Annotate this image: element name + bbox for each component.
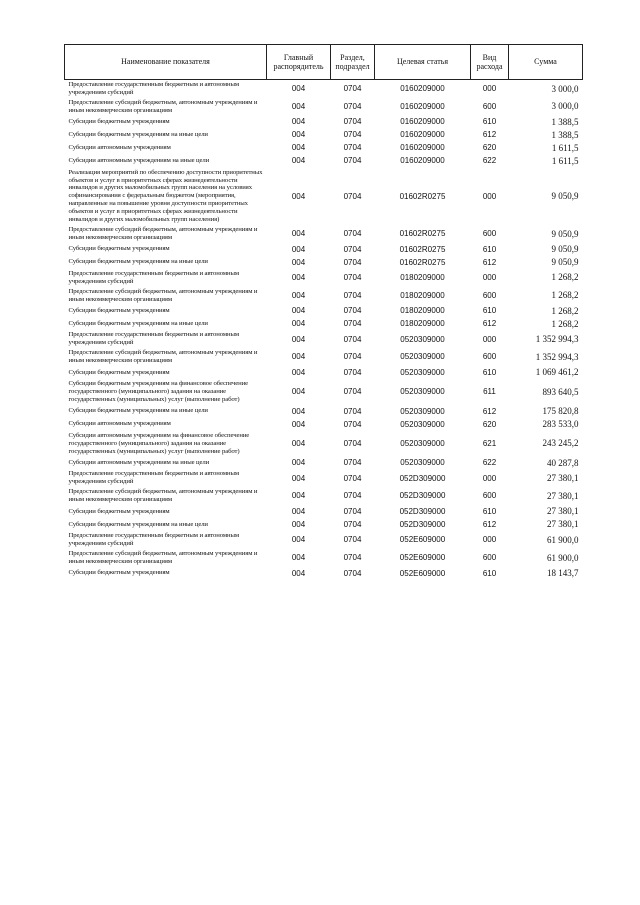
row-chief-administrator: 004 bbox=[291, 117, 306, 127]
table-row bbox=[65, 317, 583, 330]
row-name: Субсидии бюджетным учреждениям bbox=[68, 569, 170, 577]
row-section: 0704 bbox=[343, 143, 362, 153]
row-chief-administrator: 004 bbox=[291, 473, 306, 483]
row-name: Предоставление субсидий бюджетным, автономным учреждениям и иным некоммерческим организациям bbox=[68, 349, 258, 365]
row-expense-type: 600 bbox=[482, 553, 497, 563]
row-sum: 1 268,2 bbox=[551, 318, 579, 329]
row-chief-administrator: 004 bbox=[291, 352, 306, 362]
row-expense-type: 612 bbox=[482, 519, 497, 529]
row-chief-administrator: 004 bbox=[291, 506, 306, 516]
row-expense-type: 612 bbox=[482, 257, 497, 267]
row-name: Субсидии бюджетным учреждениям bbox=[68, 306, 170, 314]
row-section: 0704 bbox=[343, 352, 362, 362]
table-row bbox=[65, 269, 583, 287]
row-section: 0704 bbox=[343, 519, 362, 529]
row-name: Предоставление государственным бюджетным и автономным учреждениям субсидий bbox=[68, 470, 239, 486]
row-target-article: 0180209000 bbox=[400, 319, 445, 329]
row-sum: 27 380,1 bbox=[547, 506, 579, 517]
table-header bbox=[65, 45, 583, 80]
row-expense-type: 610 bbox=[482, 117, 497, 127]
row-name: Предоставление государственным бюджетным и автономным учреждениям субсидий bbox=[68, 532, 239, 547]
row-sum: 27 380,1 bbox=[547, 490, 579, 501]
row-target-article: 052D309000 bbox=[399, 519, 446, 529]
row-target-article: 052D309000 bbox=[399, 473, 446, 483]
row-target-article: 01602R0275 bbox=[399, 244, 446, 254]
table-body bbox=[65, 80, 583, 580]
row-section: 0704 bbox=[343, 506, 362, 516]
row-section: 0704 bbox=[343, 553, 362, 563]
row-section: 0704 bbox=[343, 367, 362, 377]
row-sum: 3 000,0 bbox=[551, 101, 579, 112]
row-section: 0704 bbox=[343, 458, 362, 468]
table-row bbox=[65, 330, 583, 348]
table-row bbox=[65, 168, 583, 225]
row-chief-administrator: 004 bbox=[291, 419, 306, 429]
row-section: 0704 bbox=[343, 419, 362, 429]
row-name: Предоставление субсидий бюджетным, автономным учреждениям и иным некоммерческим организациям bbox=[68, 488, 258, 504]
row-name: Субсидии бюджетным учреждениям bbox=[68, 507, 170, 515]
row-name: Предоставление субсидий бюджетным, автономным учреждениям и иным некоммерческим организациям bbox=[68, 98, 258, 114]
budget-table bbox=[64, 44, 583, 580]
row-sum: 1 388,5 bbox=[551, 116, 579, 127]
table-row bbox=[65, 348, 583, 366]
row-name: Субсидии бюджетным учреждениям bbox=[68, 368, 170, 376]
row-chief-administrator: 004 bbox=[291, 244, 306, 254]
row-chief-administrator: 004 bbox=[291, 535, 306, 545]
row-sum: 893 640,5 bbox=[542, 386, 579, 397]
table-row bbox=[65, 256, 583, 269]
row-expense-type: 612 bbox=[482, 406, 497, 416]
row-target-article: 0160209000 bbox=[400, 143, 445, 153]
header-name: Наименование показателя bbox=[65, 45, 267, 80]
row-target-article: 052E609000 bbox=[399, 553, 446, 563]
row-sum: 1 268,2 bbox=[551, 290, 579, 301]
table-row bbox=[65, 142, 583, 155]
row-expense-type: 620 bbox=[482, 143, 497, 153]
row-section: 0704 bbox=[343, 272, 362, 282]
row-expense-type: 600 bbox=[482, 352, 497, 362]
row-sum: 1 611,5 bbox=[551, 142, 579, 153]
header-sum: Сумма bbox=[509, 45, 583, 80]
row-section: 0704 bbox=[343, 290, 362, 300]
table-row bbox=[65, 116, 583, 129]
row-chief-administrator: 004 bbox=[291, 553, 306, 563]
row-sum: 1 352 994,3 bbox=[535, 334, 579, 344]
row-expense-type: 612 bbox=[482, 319, 497, 329]
row-sum: 243 245,2 bbox=[542, 438, 579, 449]
table-row bbox=[65, 304, 583, 317]
row-sum: 61 900,0 bbox=[547, 534, 579, 545]
row-chief-administrator: 004 bbox=[291, 156, 306, 166]
row-sum: 9 050,9 bbox=[551, 256, 579, 267]
table-row bbox=[65, 469, 583, 487]
table-row bbox=[65, 243, 583, 256]
row-section: 0704 bbox=[343, 568, 362, 578]
row-target-article: 0180209000 bbox=[400, 290, 445, 300]
row-target-article: 0520309000 bbox=[400, 458, 445, 468]
row-sum: 1 388,5 bbox=[551, 129, 579, 140]
row-section: 0704 bbox=[343, 257, 362, 267]
row-sum: 40 287,8 bbox=[547, 457, 579, 468]
row-target-article: 0520309000 bbox=[400, 406, 445, 416]
row-sum: 61 900,0 bbox=[547, 552, 579, 563]
row-name: Субсидии бюджетным учреждениям bbox=[68, 118, 170, 126]
row-target-article: 0520309000 bbox=[400, 419, 445, 429]
row-expense-type: 610 bbox=[482, 244, 497, 254]
row-expense-type: 621 bbox=[482, 438, 497, 448]
row-target-article: 0180209000 bbox=[400, 306, 445, 316]
row-section: 0704 bbox=[343, 387, 362, 397]
row-target-article: 052D309000 bbox=[399, 506, 446, 516]
table-row bbox=[65, 98, 583, 116]
table-row bbox=[65, 287, 583, 305]
row-section: 0704 bbox=[343, 438, 362, 448]
row-chief-administrator: 004 bbox=[291, 229, 306, 239]
row-section: 0704 bbox=[343, 84, 362, 94]
row-chief-administrator: 004 bbox=[291, 387, 306, 397]
row-name: Субсидии автономным учреждениям на иные цели bbox=[68, 459, 210, 467]
row-section: 0704 bbox=[343, 306, 362, 316]
row-sum: 27 380,1 bbox=[547, 473, 579, 484]
row-target-article: 01602R0275 bbox=[399, 257, 446, 267]
row-sum: 3 000,0 bbox=[551, 83, 579, 94]
row-expense-type: 610 bbox=[482, 568, 497, 578]
row-sum: 1 268,2 bbox=[551, 272, 579, 283]
row-name: Предоставление субсидий бюджетным, автономным учреждениям и иным некоммерческим организациям bbox=[68, 225, 258, 241]
table-row bbox=[65, 225, 583, 243]
row-sum: 1 352 994,3 bbox=[535, 351, 579, 362]
row-target-article: 0160209000 bbox=[400, 102, 445, 111]
header-section: Раздел, подраздел bbox=[331, 45, 375, 80]
row-expense-type: 610 bbox=[482, 506, 497, 516]
row-name: Субсидии бюджетным учреждениям на иные цели bbox=[68, 520, 208, 528]
table-row bbox=[65, 549, 583, 567]
row-name: Субсидии бюджетным учреждениям на финансовое обеспечение государственного (муниципального) задания на оказание государственных (муниципальных) услуг (выполнение работ) bbox=[68, 380, 248, 403]
row-chief-administrator: 004 bbox=[291, 406, 306, 416]
row-target-article: 0520309000 bbox=[400, 438, 445, 448]
table-row bbox=[65, 431, 583, 457]
row-name: Субсидии бюджетным учреждениям на иные цели bbox=[68, 407, 208, 415]
header-expense-type: Вид расхода bbox=[471, 45, 509, 80]
row-sum: 1 611,5 bbox=[551, 155, 579, 166]
row-target-article: 01602R0275 bbox=[399, 191, 446, 201]
table-row bbox=[65, 155, 583, 168]
row-expense-type: 600 bbox=[482, 491, 497, 501]
row-sum: 1 069 461,2 bbox=[535, 367, 579, 378]
row-section: 0704 bbox=[343, 535, 362, 545]
row-target-article: 052E609000 bbox=[399, 568, 446, 578]
row-target-article: 0180209000 bbox=[400, 272, 445, 282]
row-expense-type: 000 bbox=[482, 272, 497, 282]
row-target-article: 0520309000 bbox=[400, 387, 445, 397]
table-row bbox=[65, 487, 583, 505]
row-chief-administrator: 004 bbox=[291, 102, 306, 111]
row-chief-administrator: 004 bbox=[291, 306, 306, 316]
row-expense-type: 000 bbox=[482, 191, 497, 201]
table-row bbox=[65, 405, 583, 418]
row-chief-administrator: 004 bbox=[291, 191, 306, 201]
row-name: Субсидии автономным учреждениям на финансовое обеспечение государственного (муниципального) задания на оказание государственных (муниципальных) услуг (выполнение работ) bbox=[68, 431, 250, 455]
row-name: Предоставление государственным бюджетным и автономным учреждениям субсидий bbox=[68, 81, 239, 96]
row-chief-administrator: 004 bbox=[291, 568, 306, 578]
table-row bbox=[65, 379, 583, 405]
row-chief-administrator: 004 bbox=[291, 491, 306, 501]
row-section: 0704 bbox=[343, 229, 362, 239]
row-expense-type: 610 bbox=[482, 367, 497, 377]
row-name: Субсидии автономным учреждениям bbox=[68, 420, 171, 428]
table-row bbox=[65, 80, 583, 98]
table-row bbox=[65, 518, 583, 531]
row-target-article: 0520309000 bbox=[400, 367, 445, 377]
row-section: 0704 bbox=[343, 102, 362, 111]
row-expense-type: 611 bbox=[483, 387, 496, 397]
row-target-article: 0160209000 bbox=[400, 130, 445, 140]
row-chief-administrator: 004 bbox=[291, 334, 306, 344]
row-chief-administrator: 004 bbox=[291, 257, 306, 267]
table-row bbox=[65, 456, 583, 469]
row-target-article: 052D309000 bbox=[399, 491, 446, 501]
row-target-article: 0160209000 bbox=[400, 84, 445, 94]
row-name: Предоставление субсидий бюджетным, автономным учреждениям и иным некоммерческим организациям bbox=[68, 549, 258, 565]
row-chief-administrator: 004 bbox=[291, 458, 306, 468]
row-sum: 283 533,0 bbox=[542, 418, 579, 429]
row-chief-administrator: 004 bbox=[291, 84, 306, 94]
row-chief-administrator: 004 bbox=[291, 519, 306, 529]
row-expense-type: 000 bbox=[482, 334, 497, 344]
row-chief-administrator: 004 bbox=[291, 130, 306, 140]
row-expense-type: 600 bbox=[482, 102, 497, 111]
header-chief-administrator: Главный распорядитель bbox=[267, 45, 331, 80]
row-sum: 175 820,8 bbox=[542, 405, 579, 416]
row-name: Субсидии бюджетным учреждениям на иные цели bbox=[68, 319, 208, 327]
row-section: 0704 bbox=[343, 473, 362, 483]
row-name: Субсидии бюджетным учреждениям на иные цели bbox=[68, 258, 208, 266]
row-target-article: 052E609000 bbox=[399, 535, 446, 545]
row-name: Субсидии бюджетным учреждениям bbox=[68, 245, 170, 253]
row-sum: 18 143,7 bbox=[547, 567, 579, 578]
row-expense-type: 620 bbox=[482, 419, 497, 429]
row-sum: 1 268,2 bbox=[551, 305, 579, 316]
row-name: Реализация мероприятий по обеспечению доступности приоритетных объектов и услуг в приоритетных сферах жизнедеятельности инвалидов и других маломобильных групп населения на условиях софинансирования с федеральным бюджетом (мероприятия, направленные на повышение уровня доступности приоритетных объектов и услуг в приоритетных сферах жизнедеятельности инвалидов и других маломобильных групп населения) bbox=[68, 168, 263, 224]
row-sum: 9 050,9 bbox=[551, 190, 579, 201]
row-section: 0704 bbox=[343, 319, 362, 329]
row-chief-administrator: 004 bbox=[291, 319, 306, 329]
row-chief-administrator: 004 bbox=[291, 438, 306, 448]
row-expense-type: 600 bbox=[482, 229, 497, 239]
row-section: 0704 bbox=[343, 156, 362, 166]
row-chief-administrator: 004 bbox=[291, 143, 306, 153]
row-target-article: 01602R0275 bbox=[399, 229, 446, 239]
row-section: 0704 bbox=[343, 406, 362, 416]
budget-document-page bbox=[64, 44, 582, 580]
row-section: 0704 bbox=[343, 117, 362, 127]
table-row bbox=[65, 567, 583, 580]
table-row bbox=[65, 418, 583, 431]
row-expense-type: 000 bbox=[482, 473, 497, 483]
row-name: Субсидии автономным учреждениям bbox=[68, 144, 171, 152]
table-row bbox=[65, 366, 583, 379]
row-expense-type: 622 bbox=[482, 458, 497, 468]
row-section: 0704 bbox=[343, 191, 362, 201]
row-expense-type: 600 bbox=[482, 290, 497, 300]
row-section: 0704 bbox=[343, 244, 362, 254]
row-name: Предоставление субсидий бюджетным, автономным учреждениям и иным некоммерческим организациям bbox=[68, 287, 258, 303]
row-sum: 9 050,9 bbox=[551, 228, 579, 239]
row-expense-type: 610 bbox=[482, 306, 497, 316]
row-name: Субсидии бюджетным учреждениям на иные цели bbox=[68, 131, 208, 139]
row-name: Предоставление государственным бюджетным и автономным учреждениям субсидий bbox=[68, 269, 239, 285]
row-target-article: 0160209000 bbox=[400, 156, 445, 166]
header-target-article: Целевая статья bbox=[375, 45, 471, 80]
row-target-article: 0160209000 bbox=[400, 117, 445, 127]
table-row bbox=[65, 505, 583, 518]
row-expense-type: 000 bbox=[482, 535, 497, 545]
row-section: 0704 bbox=[343, 334, 362, 344]
row-expense-type: 000 bbox=[482, 84, 497, 94]
row-section: 0704 bbox=[343, 130, 362, 140]
row-expense-type: 622 bbox=[482, 156, 497, 166]
row-expense-type: 612 bbox=[482, 130, 497, 140]
row-sum: 9 050,9 bbox=[551, 243, 579, 254]
row-target-article: 0520309000 bbox=[400, 334, 445, 344]
row-section: 0704 bbox=[343, 491, 362, 501]
row-chief-administrator: 004 bbox=[291, 367, 306, 377]
row-chief-administrator: 004 bbox=[291, 272, 306, 282]
row-name: Субсидии автономным учреждениям на иные цели bbox=[68, 157, 210, 165]
row-sum: 27 380,1 bbox=[547, 519, 579, 530]
row-name: Предоставление государственным бюджетным и автономным учреждениям субсидий bbox=[68, 331, 239, 347]
table-row bbox=[65, 129, 583, 142]
table-row bbox=[65, 531, 583, 549]
row-chief-administrator: 004 bbox=[291, 290, 306, 300]
row-target-article: 0520309000 bbox=[400, 352, 445, 362]
